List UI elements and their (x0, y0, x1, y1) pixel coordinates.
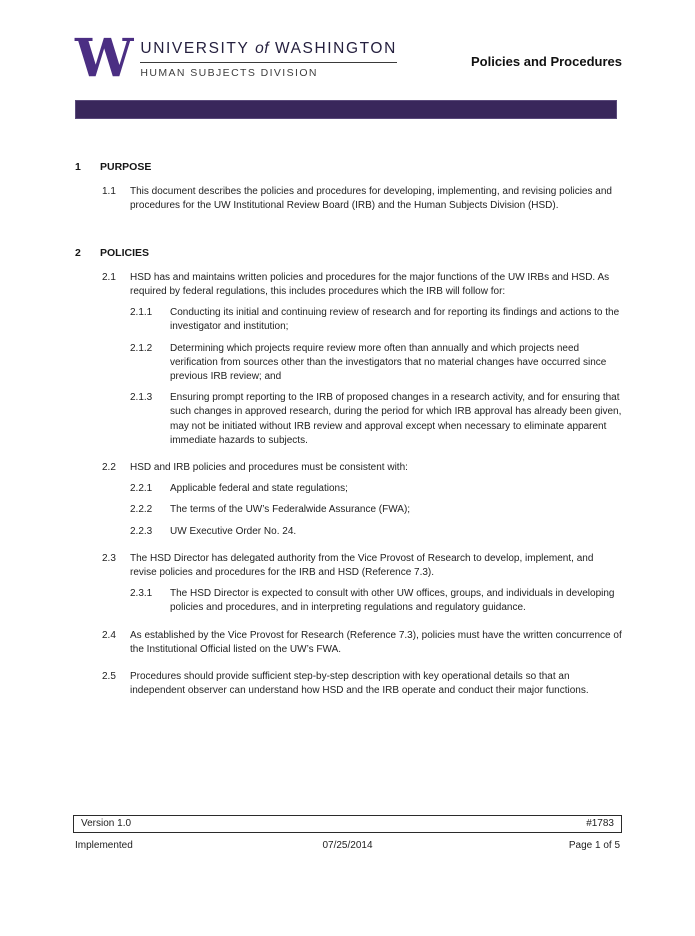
clause-number: 2.2 (102, 462, 116, 474)
clause-2-2-3 (130, 525, 622, 539)
footer-meta-row (73, 840, 622, 851)
status-label: Implemented (75, 840, 133, 851)
version-label: Version 1.0 (81, 818, 132, 829)
document-page (0, 28, 695, 936)
doc-number: #1783 (586, 818, 614, 829)
clause-2-3 (102, 552, 622, 580)
header-divider-bar (75, 100, 617, 119)
clause-2-3-1 (130, 587, 622, 615)
clause-2-2-2 (130, 503, 622, 517)
clause-2-5 (102, 670, 622, 698)
clause-number: 2.1 (102, 271, 116, 283)
clause-2-2 (102, 461, 622, 475)
clause-2-1-2 (130, 342, 622, 385)
clause-text: This document describes the policies and procedures for developing, implementing, and revising policies and procedures for the UW Institutional Review Board (IRB) and the Human Subjects Division (HSD). (130, 186, 612, 212)
clause-number: 2.5 (102, 671, 116, 683)
clause-number: 2.4 (102, 629, 116, 641)
clause-text: HSD and IRB policies and procedures must be consistent with: (130, 462, 408, 474)
clause-text: Determining which projects require review more often than annually and which projects need verification from sources other than the investigators that no material changes have occurred since previous IRB review; and (170, 342, 607, 383)
section-policies (75, 246, 622, 699)
clause-number: 2.3 (102, 552, 116, 564)
section-number: 2 (75, 246, 81, 259)
section-heading (75, 246, 622, 260)
uw-block-w-logo: W (75, 28, 132, 89)
clause-number: 2.1.2 (130, 342, 153, 354)
clause-2-1-1 (130, 306, 622, 334)
clause-number: 2.2.3 (130, 525, 153, 537)
clause-text: Procedures should provide sufficient step-by-step description with key operational details so that an independent observer can understand how HSD and the IRB operate and conduct their major functions. (130, 671, 589, 697)
clause-text: As established by the Vice Provost for Research (Reference 7.3), policies must have the written concurrence of the Institutional Official listed on the UW’s FWA. (130, 629, 622, 655)
clause-number: 2.1.1 (130, 307, 153, 319)
page-indicator: Page 1 of 5 (568, 840, 621, 851)
university-word-1: UNIVERSITY (140, 40, 250, 57)
clause-2-4 (102, 629, 622, 657)
uw-brand-block (75, 28, 397, 89)
clause-number: 2.2.1 (130, 483, 153, 495)
clause-2-2-1 (130, 482, 622, 496)
clause-2-1 (102, 271, 622, 299)
section-title: POLICIES (100, 246, 150, 259)
clause-number: 2.2.2 (130, 504, 153, 516)
section-title: PURPOSE (100, 161, 152, 173)
clause-number: 2.1.3 (130, 392, 153, 404)
document-title: Policies and Procedures (470, 54, 622, 69)
clause-text: UW Executive Order No. 24. (170, 525, 297, 537)
clause-text: Applicable federal and state regulations; (170, 483, 348, 495)
clause-1-1 (102, 185, 622, 213)
version-box (73, 815, 622, 833)
clause-text: HSD has and maintains written policies and procedures for the major functions of the UW IRBs and HSD. As required by federal regulations, this includes procedures which the IRB will follow for: (130, 271, 610, 298)
clause-text: The HSD Director is expected to consult with other UW offices, groups, and individuals in developing policies and procedures, and in interpreting regulations and regulatory guidance. (170, 588, 615, 614)
clause-text: The HSD Director has delegated authority from the Vice Provost of Research to develop, implement, and revise policies and procedures for the IRB and HSD (Reference 7.3). (130, 552, 594, 579)
document-footer (73, 815, 622, 851)
clause-2-1-3 (130, 391, 622, 448)
clause-number: 2.3.1 (130, 588, 153, 600)
clause-number: 1.1 (102, 186, 116, 198)
university-word-of: of (255, 40, 270, 57)
implemented-date: 07/25/2014 (322, 840, 373, 851)
document-body (75, 119, 622, 698)
section-number: 1 (75, 161, 81, 173)
university-wordmark (140, 40, 396, 63)
section-heading (75, 160, 622, 174)
clause-text: The terms of the UW’s Federalwide Assurance (FWA); (170, 504, 411, 516)
division-name: HUMAN SUBJECTS DIVISION (140, 67, 318, 79)
clause-text: Ensuring prompt reporting to the IRB of proposed changes in a research activity, and for ensuring that such changes in approved research, during the period for which IRB approval has already been given, may not be initiated without IRB review and approval except when necessary to eliminate apparent immediate hazards to subjects. (170, 392, 622, 446)
brand-text (140, 36, 396, 79)
document-header (75, 28, 622, 89)
clause-text: Conducting its initial and continuing review of research and for reporting its findings and actions to the investigator and institution; (170, 307, 620, 333)
university-word-2: WASHINGTON (274, 40, 397, 57)
section-purpose (75, 160, 622, 214)
